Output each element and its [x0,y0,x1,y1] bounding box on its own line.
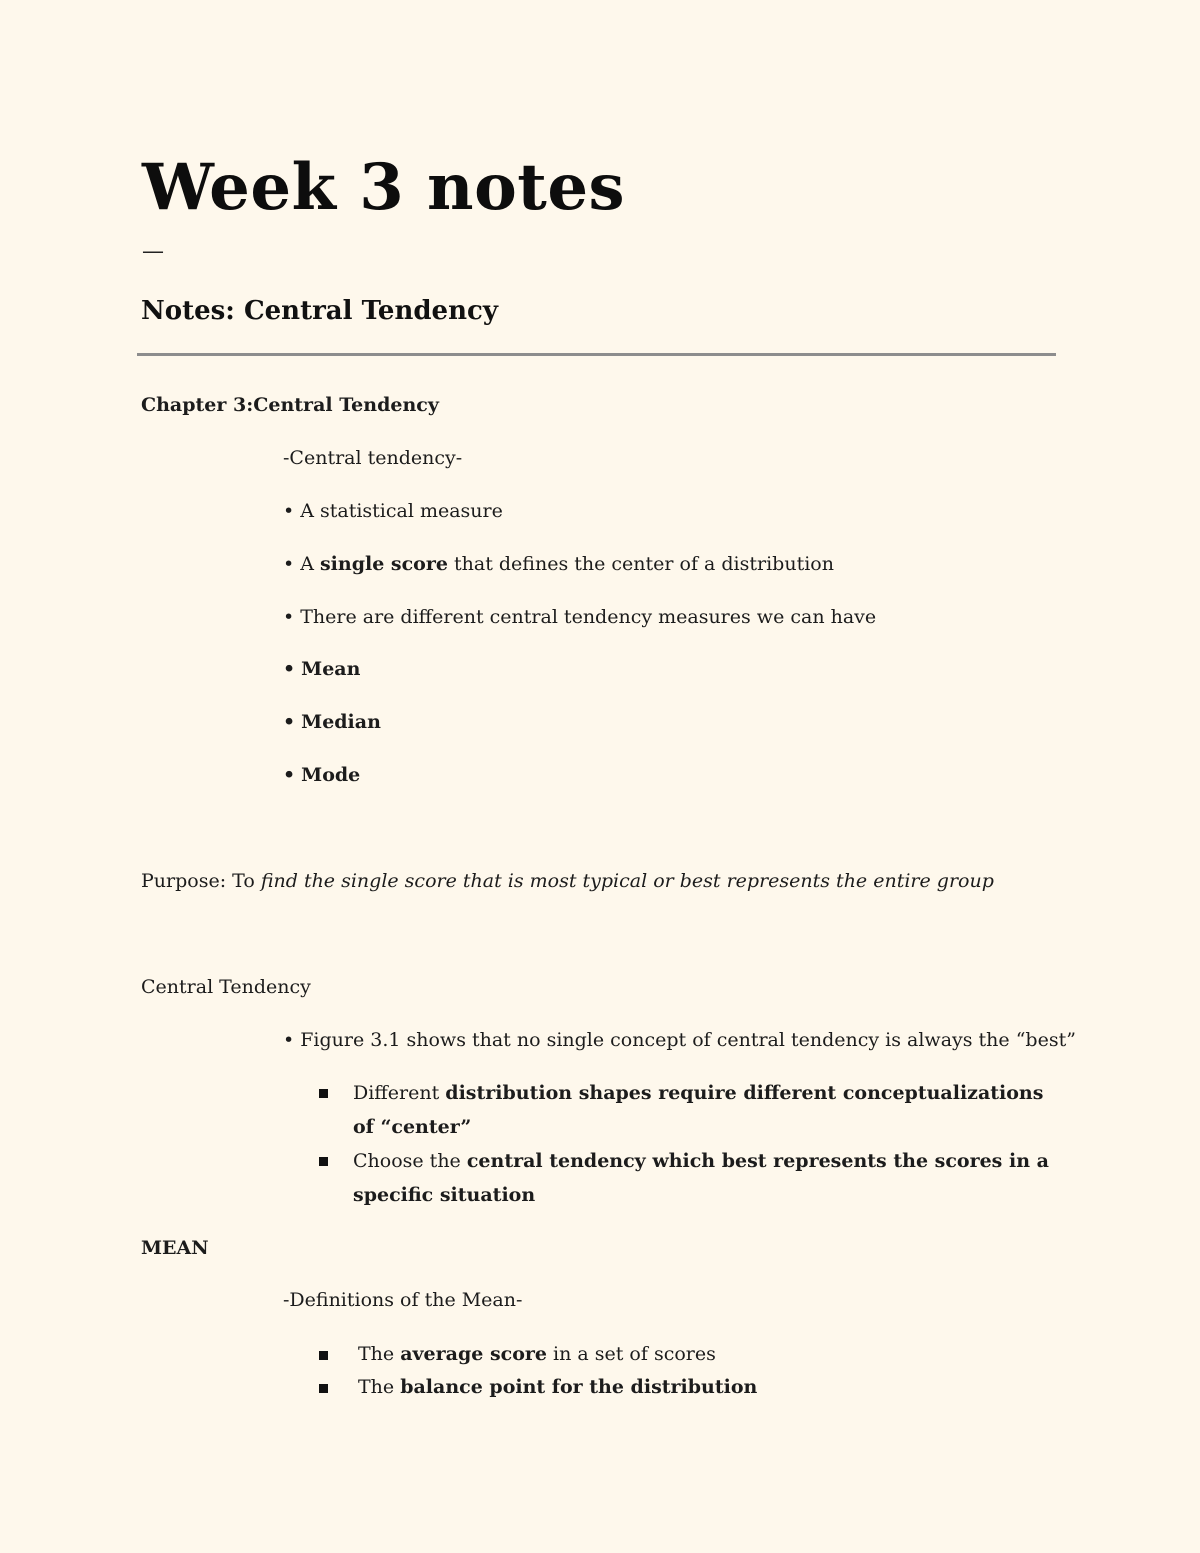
square-bullet-icon [319,1384,328,1393]
horizontal-rule [137,353,1056,356]
bullet-icon: • [283,606,295,628]
sub-list-item: Different distribution shapes require different conceptualizations of “center” [353,1082,1044,1138]
page-subtitle: Notes: Central Tendency [141,296,498,326]
mean-definitions-label: -Definitions of the Mean- [283,1289,523,1311]
page-title: Week 3 notes [142,150,626,225]
bullet-icon: • [283,1029,295,1051]
sub-list-item: The average score in a set of scores [358,1343,716,1365]
list-item: • A statistical measure [283,500,503,522]
mean-heading: MEAN [141,1237,209,1259]
bullet-icon: • [283,764,296,786]
list-item-mode: • Mode [283,764,361,786]
chapter-heading: Chapter 3:Central Tendency [141,394,439,416]
list-item-median: • Median [283,711,381,733]
title-dash: — [142,239,164,264]
central-tendency-heading: Central Tendency [141,976,311,998]
bullet-icon: • [283,500,295,522]
sub-list-item: Choose the central tendency which best represents the scores in a specific situation [353,1150,1049,1206]
list-item: • A single score that defines the center of a distribution [283,553,834,575]
central-tendency-label: -Central tendency- [283,447,463,469]
bullet-icon: • [283,711,296,733]
square-bullet-icon [319,1351,328,1360]
purpose-line: Purpose: To find the single score that is most typical or best represents the entire group [141,870,994,892]
square-bullet-icon [319,1157,328,1166]
bullet-icon: • [283,553,295,575]
bullet-icon: • [283,658,296,680]
square-bullet-icon [319,1089,328,1098]
list-item: • Figure 3.1 shows that no single concept of central tendency is always the “best” [283,1029,1076,1051]
list-item: • There are different central tendency measures we can have [283,606,877,628]
sub-list-item: The balance point for the distribution [358,1376,758,1398]
list-item-mean: • Mean [283,658,361,680]
